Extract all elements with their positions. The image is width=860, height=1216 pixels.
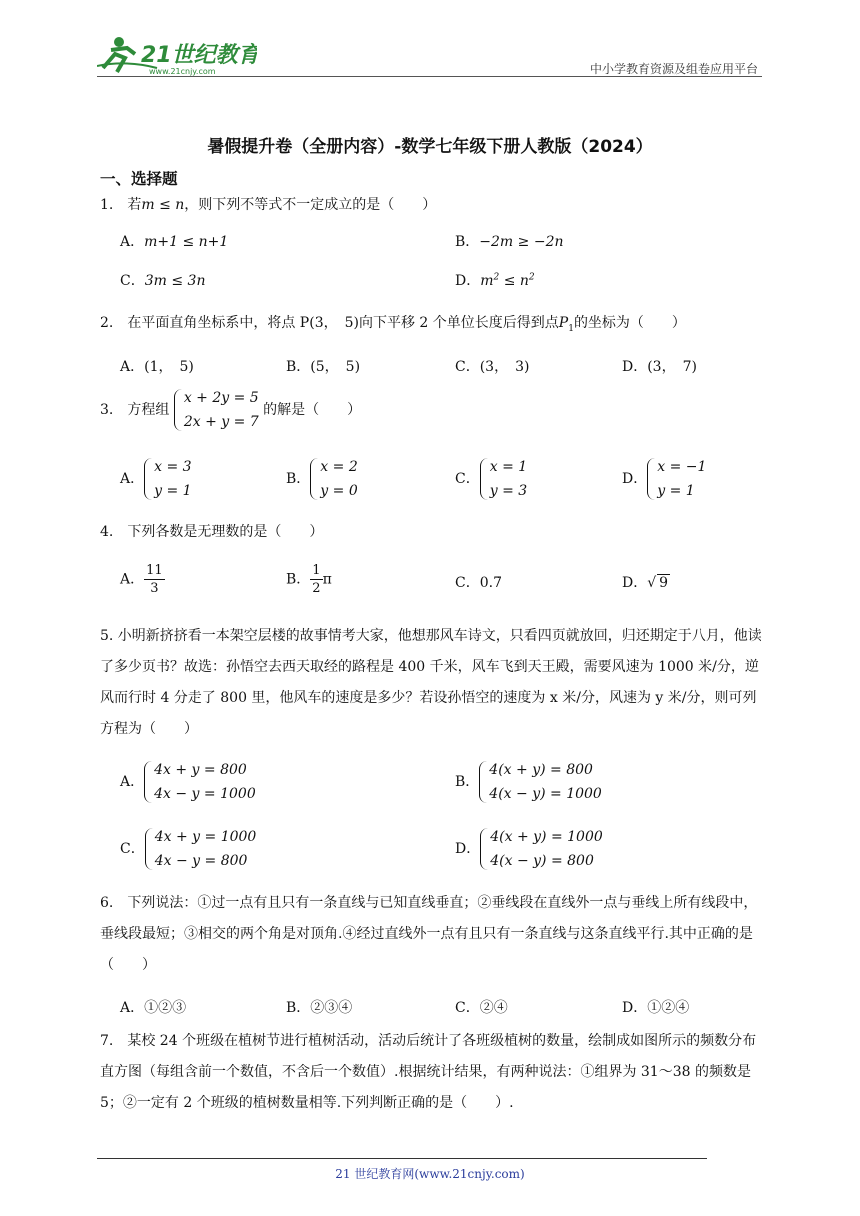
header-divider: [97, 76, 762, 77]
q6-option-d[interactable]: D．①②④: [622, 1000, 690, 1016]
q4-option-a[interactable]: A． $\frac{11}{3}$: [120, 563, 163, 596]
q5-option-d[interactable]: D． 4(x + y) = 1000 4(x − y) = 800: [455, 825, 603, 873]
q4-option-d[interactable]: D．√ 9: [622, 575, 669, 591]
q2-option-d[interactable]: D．(3， 7): [622, 359, 697, 375]
q5-option-c[interactable]: C． 4x + y = 1000 4x − y = 800: [120, 825, 256, 873]
q3-equation-system: x + 2y = 5 2x + y = 7: [174, 386, 259, 434]
question-6-stem: 6. 下列说法：①过一点有且只有一条直线与已知直线垂直；②垂线段在直线外一点与垂线上所有线段中，垂线段最短；③相交的两个角是对顶角.④经过直线外一点有且只有一条直线与这条直线平行.其中正确的是（ ）: [100, 895, 758, 973]
question-2-stem: 2. 在平面直角坐标系中，将点 P(3， 5)向下平移 2 个单位长度后得到点$P_1$的坐标为（ ）: [100, 315, 686, 334]
q3-option-d[interactable]: D． x = −1 y = 1: [622, 455, 706, 503]
q2-option-c[interactable]: C．(3， 3): [455, 359, 530, 375]
question-3-stem: 3. 方程组 x + 2y = 5 2x + y = 7 的解是（ ）: [100, 386, 361, 434]
question-5-stem: 5. 小明新挤挤看一本架空层楼的故事情考大家，他想那风车诗文，只看四页就放回，归还期定于八月，他读了多少页书？故选：孙悟空去西天取经的路程是 400 千米，风车飞到天王殿，需要风速为 1000 米/分，逆风而行时 4 分走了 800 里，他风车的速度是多少？若设孙悟空的速度为 x 米/分，风速为 y 米/分，则可列方程为（ ）: [100, 628, 762, 737]
q5-option-b[interactable]: B． 4(x + y) = 800 4(x − y) = 1000: [455, 758, 602, 806]
site-logo: [97, 32, 257, 77]
question-4-stem: 4. 下列各数是无理数的是（ ）: [100, 524, 324, 540]
q6-option-b[interactable]: B．②③④: [286, 1000, 353, 1016]
footer-divider: [97, 1158, 707, 1159]
q4-option-b[interactable]: B． $\frac{1}{2}$ π: [286, 563, 332, 596]
q1-option-a[interactable]: A．m+1 ≤ n+1: [120, 234, 229, 250]
header-platform-text: 中小学教育资源及组卷应用平台: [589, 62, 758, 76]
q2-option-b[interactable]: B．(5， 5): [286, 359, 361, 375]
q4-option-c[interactable]: C．0.7̇: [455, 575, 502, 591]
question-7-stem: 7. 某校 24 个班级在植树节进行植树活动，活动后统计了各班级植树的数量，绘制成如图所示的频数分布直方图（每组含前一个数值，不含后一个数值）.根据统计结果，有两种说法：①组界为 31～38 的频数是 5；②一定有 2 个班级的植树数量相等.下列判断正确的是（ ）.: [100, 1033, 757, 1111]
q1-option-b[interactable]: B．−2m ≥ −2n: [455, 234, 564, 250]
q1-option-d[interactable]: D．$m^2 \le n^2$: [455, 272, 535, 289]
q5-option-a[interactable]: A． 4x + y = 800 4x − y = 1000: [120, 758, 256, 806]
q1-option-c[interactable]: C．3m ≤ 3n: [120, 273, 206, 289]
svg-text:www.21cnjy.com: www.21cnjy.com: [149, 67, 216, 76]
q3-option-a[interactable]: A． x = 3 y = 1: [120, 455, 192, 503]
footer-site-link[interactable]: 21 世纪教育网(www.21cnjy.com): [335, 1167, 525, 1181]
runner-logo-icon: [97, 32, 257, 77]
q3-option-b[interactable]: B． x = 2 y = 0: [286, 455, 358, 503]
section-heading: 一、选择题: [100, 170, 178, 188]
q6-option-a[interactable]: A．①②③: [120, 1000, 187, 1016]
q6-option-c[interactable]: C．②④: [455, 1000, 508, 1016]
q2-option-a[interactable]: A．(1， 5): [120, 359, 194, 375]
q3-option-c[interactable]: C． x = 1 y = 3: [455, 455, 527, 503]
question-1-stem: 1. 若m ≤ n，则下列不等式不一定成立的是（ ）: [100, 197, 437, 213]
svg-text:21世纪教育: 21世纪教育: [141, 43, 257, 68]
page-title: 暑假提升卷（全册内容）-数学七年级下册人教版（2024）: [207, 137, 653, 157]
